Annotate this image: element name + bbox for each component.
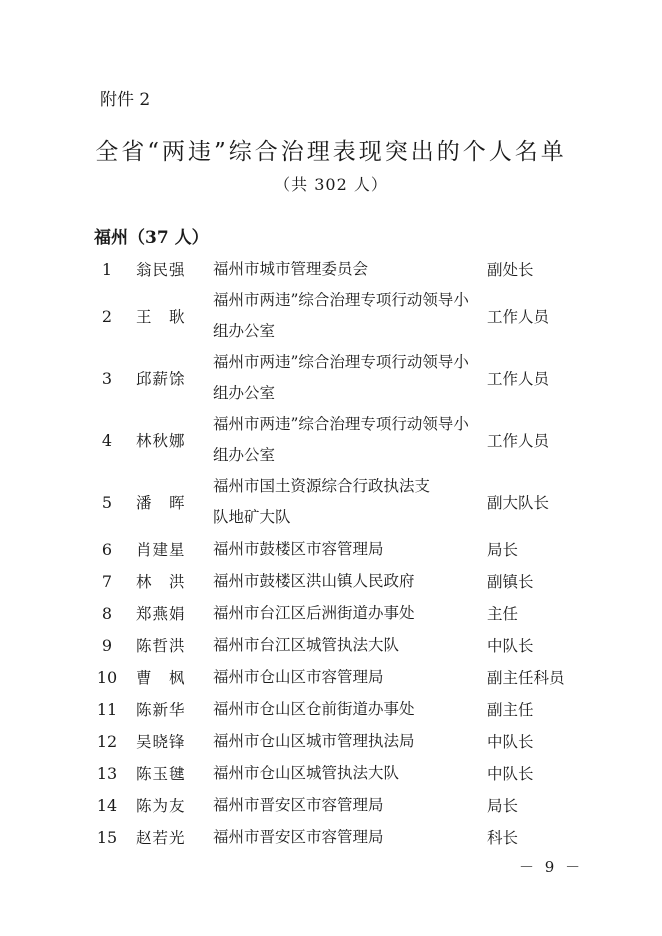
person-name: 肖建星: [136, 541, 186, 559]
table-row: [0, 565, 662, 597]
job-position: 中队长: [487, 733, 534, 751]
table-row: [0, 789, 662, 821]
attachment-label: 附件 2: [100, 90, 151, 110]
organization-line: 福州市仓山区城管执法大队: [213, 763, 400, 782]
row-number: 14: [96, 795, 118, 815]
table-row: [0, 409, 662, 471]
row-number: 15: [96, 827, 118, 847]
job-position: 中队长: [487, 637, 534, 655]
job-position: 中队长: [487, 765, 534, 783]
organization: [213, 409, 475, 471]
person-name: 陈新华: [136, 701, 186, 719]
organization-line: 福州市两违”综合治理专项行动领导小: [213, 415, 469, 433]
row-number: 2: [101, 306, 113, 326]
job-position: 副主任科员: [487, 669, 565, 687]
job-position: 副大队长: [487, 494, 550, 512]
row-number: 8: [101, 603, 113, 623]
organization: [213, 629, 475, 661]
organization: [213, 789, 475, 821]
job-position: 工作人员: [487, 432, 550, 450]
document-title: 全省“两违”综合治理表现突出的个人名单: [95, 139, 567, 165]
document-subtitle: （共 302 人）: [274, 175, 388, 194]
row-number: 3: [101, 368, 113, 388]
organization-line: 福州市仓山区仓前街道办事处: [213, 699, 415, 718]
organization: [213, 661, 475, 693]
table-row: [0, 693, 662, 725]
organization: [213, 347, 475, 409]
organization-line: 福州市鼓楼区洪山镇人民政府: [213, 571, 415, 590]
organization: [213, 821, 475, 853]
person-name: 曹 枫: [136, 669, 186, 687]
name-list-table: [0, 253, 662, 853]
organization-line: 福州市台江区城管执法大队: [213, 635, 400, 654]
row-number: 12: [96, 731, 118, 751]
person-name: 邱薪馀: [136, 370, 186, 388]
organization-line: 组办公室: [213, 384, 276, 402]
job-position: 局长: [487, 797, 519, 815]
row-number: 5: [101, 492, 113, 512]
organization: [213, 471, 475, 533]
organization-line: 福州市城市管理委员会: [213, 259, 369, 278]
job-position: 副镇长: [487, 573, 534, 591]
organization-line: 福州市鼓楼区市容管理局: [213, 539, 384, 558]
person-name: 林秋娜: [136, 432, 186, 450]
job-position: 主任: [487, 605, 519, 623]
table-row: [0, 471, 662, 533]
job-position: 科长: [487, 829, 519, 847]
table-row: [0, 533, 662, 565]
organization-line: 福州市两违”综合治理专项行动领导小: [213, 291, 469, 309]
organization-line: 福州市仓山区市容管理局: [213, 667, 384, 686]
table-row: [0, 597, 662, 629]
organization-line: 福州市晋安区市容管理局: [213, 795, 384, 814]
person-name: 陈玉毽: [136, 765, 186, 783]
table-row: [0, 661, 662, 693]
person-name: 陈哲洪: [136, 637, 186, 655]
organization: [213, 285, 475, 347]
row-number: 11: [96, 699, 118, 719]
job-position: 副处长: [487, 261, 534, 279]
person-name: 翁民强: [136, 261, 186, 279]
organization-line: 福州市两违”综合治理专项行动领导小: [213, 353, 469, 371]
person-name: 王 耿: [136, 308, 186, 326]
table-row: [0, 253, 662, 285]
job-position: 副主任: [487, 701, 534, 719]
table-row: [0, 629, 662, 661]
organization: [213, 597, 475, 629]
person-name: 郑燕娟: [136, 605, 186, 623]
table-row: [0, 725, 662, 757]
page-number: － 9 －: [519, 858, 584, 876]
organization-line: 福州市国土资源综合行政执法支: [213, 477, 431, 495]
row-number: 4: [101, 430, 113, 450]
organization: [213, 253, 475, 285]
person-name: 赵若光: [136, 829, 186, 847]
organization: [213, 533, 475, 565]
job-position: 工作人员: [487, 308, 550, 326]
person-name: 陈为友: [136, 797, 186, 815]
section-heading: 福州（37 人）: [94, 228, 209, 248]
organization: [213, 757, 475, 789]
job-position: 工作人员: [487, 370, 550, 388]
person-name: 林 洪: [136, 573, 186, 591]
row-number: 7: [101, 571, 113, 591]
organization-line: 队地矿大队: [213, 508, 291, 526]
table-row: [0, 821, 662, 853]
person-name: 吴晓锋: [136, 733, 186, 751]
organization-line: 福州市晋安区市容管理局: [213, 827, 384, 846]
row-number: 9: [101, 635, 113, 655]
organization: [213, 693, 475, 725]
row-number: 13: [96, 763, 118, 783]
row-number: 6: [101, 539, 113, 559]
organization-line: 福州市仓山区城市管理执法局: [213, 731, 415, 750]
row-number: 1: [101, 259, 113, 279]
person-name: 潘 晖: [136, 494, 186, 512]
organization-line: 组办公室: [213, 446, 276, 464]
table-row: [0, 285, 662, 347]
table-row: [0, 757, 662, 789]
organization: [213, 725, 475, 757]
row-number: 10: [96, 667, 118, 687]
organization-line: 组办公室: [213, 322, 276, 340]
table-row: [0, 347, 662, 409]
organization: [213, 565, 475, 597]
organization-line: 福州市台江区后洲街道办事处: [213, 603, 415, 622]
job-position: 局长: [487, 541, 519, 559]
